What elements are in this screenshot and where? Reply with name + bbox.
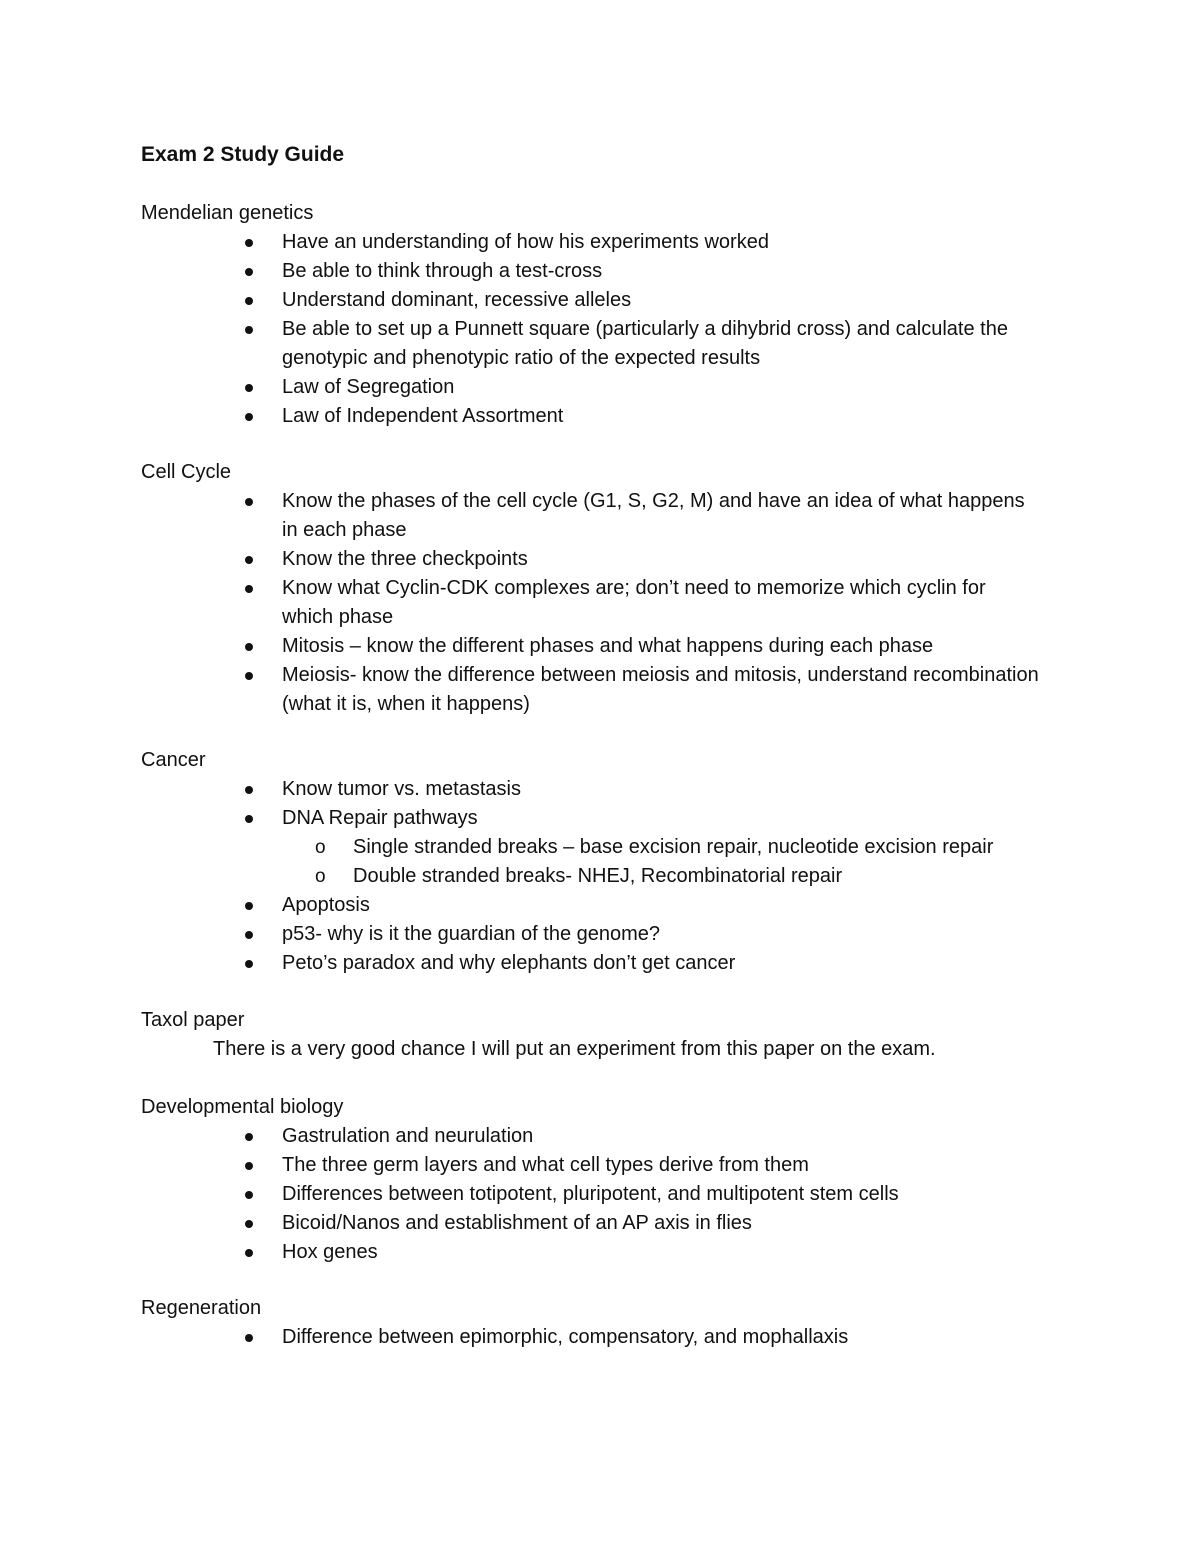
bullet-list — [141, 1122, 1042, 1267]
section-developmental-biology — [141, 1093, 1042, 1267]
section-heading: Developmental biology — [141, 1096, 344, 1118]
list-item: Bicoid/Nanos and establishment of an AP axis in flies — [141, 1209, 1042, 1238]
list-item: Mitosis – know the different phases and what happens during each phase — [141, 632, 1042, 661]
list-item: p53- why is it the guardian of the genome? — [141, 920, 1042, 949]
list-item: Know the three checkpoints — [141, 545, 1042, 574]
list-item: Apoptosis — [141, 891, 1042, 920]
list-item: Differences between totipotent, pluripotent, and multipotent stem cells — [141, 1180, 1042, 1209]
sub-list-item: o Single stranded breaks – base excision repair, nucleotide excision repair — [141, 833, 1042, 862]
section-taxol-paper — [141, 1006, 936, 1064]
section-mendelian-genetics — [141, 199, 1042, 431]
list-item: Know the phases of the cell cycle (G1, S, G2, M) and have an idea of what happens in each phase — [141, 487, 1042, 545]
section-heading: Cancer — [141, 749, 206, 771]
section-heading: Cell Cycle — [141, 461, 232, 483]
section-paragraph: There is a very good chance I will put an experiment from this paper on the exam. — [213, 1038, 936, 1060]
list-item: Have an understanding of how his experiments worked — [141, 228, 1042, 257]
section-heading: Taxol paper — [141, 1009, 245, 1031]
bullet-list — [141, 775, 1042, 978]
list-item: Know what Cyclin-CDK complexes are; don’t need to memorize which cyclin for which phase — [141, 574, 1042, 632]
list-item: Gastrulation and neurulation — [141, 1122, 1042, 1151]
list-item: Law of Independent Assortment — [141, 402, 1042, 431]
list-item: The three germ layers and what cell types derive from them — [141, 1151, 1042, 1180]
list-item: Hox genes — [141, 1238, 1042, 1267]
list-item: Be able to set up a Punnett square (particularly a dihybrid cross) and calculate the genotypic and phenotypic ratio of the expected results — [141, 315, 1042, 373]
section-heading: Mendelian genetics — [141, 202, 314, 224]
section-cell-cycle — [141, 458, 1042, 719]
list-item: Law of Segregation — [141, 373, 1042, 402]
list-item: Peto’s paradox and why elephants don’t get cancer — [141, 949, 1042, 978]
bullet-list — [141, 228, 1042, 431]
list-item: Know tumor vs. metastasis — [141, 775, 1042, 804]
bullet-list — [141, 487, 1042, 719]
section-heading: Regeneration — [141, 1297, 262, 1319]
sub-list-item: o Double stranded breaks- NHEJ, Recombinatorial repair — [141, 862, 1042, 891]
list-item: Be able to think through a test-cross — [141, 257, 1042, 286]
document-title: Exam 2 Study Guide — [141, 143, 345, 166]
section-cancer — [141, 746, 1042, 978]
list-item: DNA Repair pathways — [141, 804, 1042, 833]
list-item: Understand dominant, recessive alleles — [141, 286, 1042, 315]
section-regeneration — [141, 1294, 1042, 1352]
bullet-list — [141, 1323, 1042, 1352]
list-item: Difference between epimorphic, compensatory, and mophallaxis — [141, 1323, 1042, 1352]
list-item: Meiosis- know the difference between meiosis and mitosis, understand recombination (what it is, when it happens) — [141, 661, 1042, 719]
